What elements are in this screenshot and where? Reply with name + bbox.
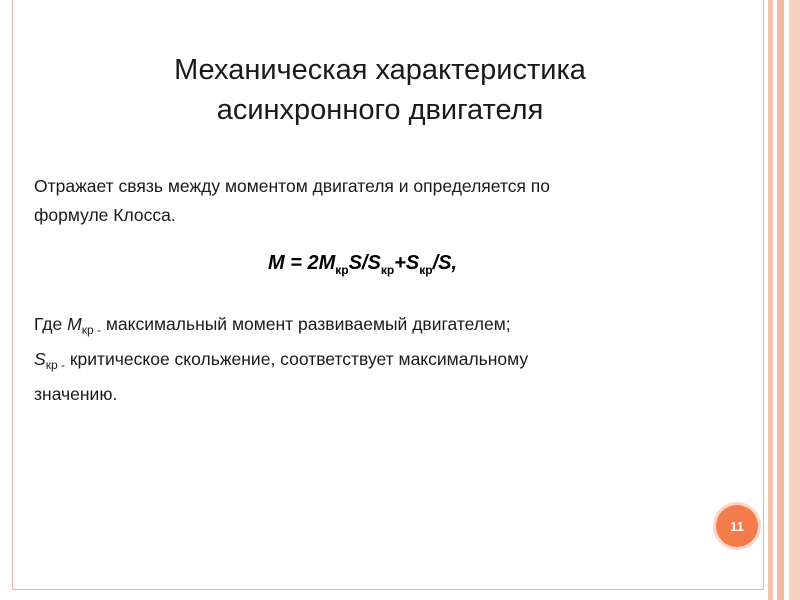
formula-sub-2: кр — [380, 263, 395, 277]
definition-m-text: максимальный момент развиваемый двигателем; — [100, 314, 511, 334]
formula-part-3: +S — [394, 252, 420, 274]
variable-m: M — [67, 314, 82, 334]
variable-m-sub: кр - — [81, 323, 101, 337]
definition-prefix: Где — [34, 314, 68, 334]
page-number-badge: 11 — [716, 505, 758, 547]
slide-title — [40, 50, 720, 130]
formula-part-2: S/S — [348, 252, 381, 274]
description-line-2: формуле Клосса. — [34, 205, 176, 225]
description-paragraph — [34, 172, 734, 230]
kloss-formula — [268, 252, 457, 277]
variable-s-sub: кр - — [45, 358, 65, 372]
title-line-2: асинхронного двигателя — [216, 94, 544, 126]
title-line-1: Механическая характеристика — [174, 54, 586, 86]
formula-sub-3: кр — [419, 263, 433, 277]
formula-part-4: /S, — [432, 252, 458, 274]
decorative-stripes — [764, 0, 800, 600]
formula-sub-1: кр — [335, 263, 349, 277]
description-line-1: Отражает связь между моментом двигателя и определяется по — [34, 176, 551, 196]
definition-line-2 — [34, 345, 734, 380]
definition-s-text: критическое скольжение, соответствует максимальному — [64, 349, 529, 369]
definition-line-3: значению. — [34, 384, 118, 404]
variable-s: S — [34, 349, 46, 369]
definition-line-1 — [34, 310, 734, 345]
definitions-paragraph — [34, 310, 734, 409]
formula-part-1: M = 2M — [268, 252, 336, 274]
